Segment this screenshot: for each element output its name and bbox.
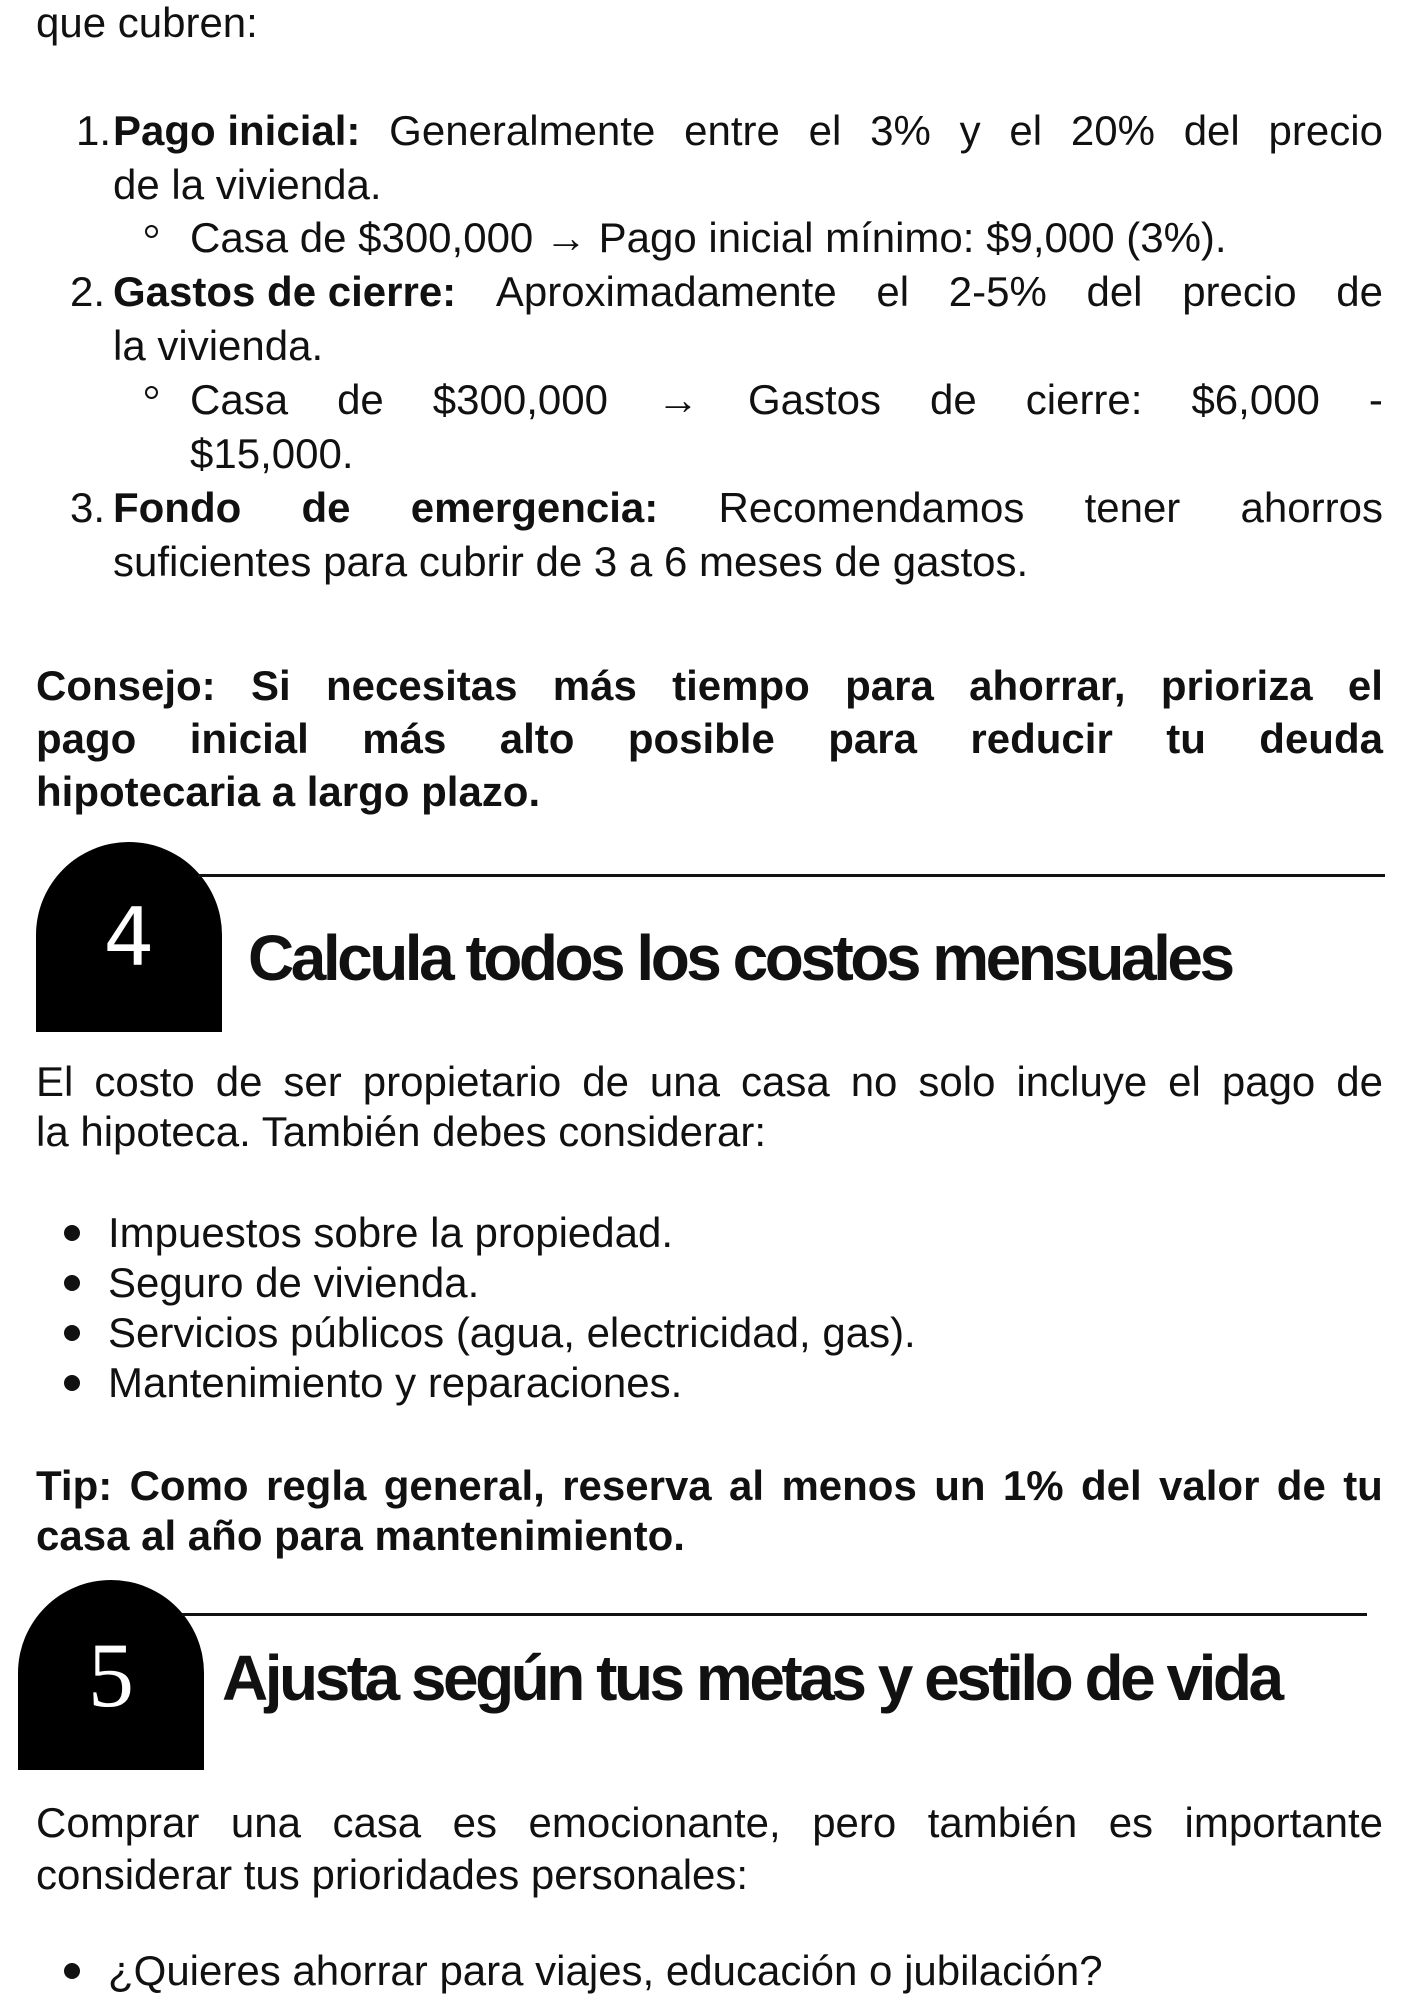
list-number-3: 3. <box>70 484 106 531</box>
section-4-intro-line1: El costo de ser propietario de una casa no solo incluye el pago de <box>36 1058 1383 1105</box>
section-5-intro-line1: Comprar una casa es emocionante, pero también es importante <box>36 1799 1383 1846</box>
sub-bullet-circle <box>145 386 158 399</box>
list-item: ¿Quieres ahorrar para viajes, educación o jubilación? <box>108 1947 1103 1994</box>
section-4-number: 4 <box>103 890 155 984</box>
section-4-tip-line2: casa al año para mantenimiento. <box>36 1512 685 1559</box>
list-item: Impuestos sobre la propiedad. <box>108 1209 674 1256</box>
section-5-rule <box>182 1613 1367 1616</box>
list-item-2-line2: la vivienda. <box>113 322 324 369</box>
list-item-1-sub: Casa de $300,000 → Pago inicial mínimo: $9,000 (3%). <box>190 214 1227 261</box>
list-item-2-line1: Gastos de cierre: Aproximadamente el 2-5% del precio de <box>113 268 1383 315</box>
list-number-2: 2. <box>70 268 106 315</box>
list-item-1-title: Pago inicial: <box>113 107 361 154</box>
bullet-dot <box>64 1375 80 1391</box>
consejo-line3: hipotecaria a largo plazo. <box>36 768 541 815</box>
list-item-2-sub-line2: $15,000. <box>190 430 354 477</box>
section-5-badge <box>18 1580 204 1770</box>
list-item-1-line1: Pago inicial: Generalmente entre el 3% y el 20% del precio <box>113 107 1383 154</box>
sub-bullet-circle <box>145 225 158 238</box>
section-5-number: 5 <box>88 1624 134 1726</box>
list-item-2-title: Gastos de cierre: <box>113 268 457 315</box>
list-item-3-line2: suficientes para cubrir de 3 a 6 meses de gastos. <box>113 538 1029 585</box>
section-5-intro-line2: considerar tus prioridades personales: <box>36 1851 749 1898</box>
section-4-intro-line2: la hipoteca. También debes considerar: <box>36 1108 767 1155</box>
bullet-dot <box>64 1963 80 1979</box>
section-4-rule <box>198 874 1385 877</box>
section-4-tip-line1: Tip: Como regla general, reserva al menos un 1% del valor de tu <box>36 1462 1383 1509</box>
section-5-title: Ajusta según tus metas y estilo de vida <box>222 1642 1281 1714</box>
list-number-1: 1. <box>76 107 112 154</box>
consejo-line1: Consejo: Si necesitas más tiempo para ahorrar, prioriza el <box>36 662 1383 709</box>
bullet-dot <box>64 1325 80 1341</box>
section-4-title: Calcula todos los costos mensuales <box>248 922 1232 994</box>
consejo-line2: pago inicial más alto posible para reducir tu deuda <box>36 715 1383 762</box>
intro-fragment: que cubren: <box>36 0 258 46</box>
bullet-dot <box>64 1225 80 1241</box>
list-item-3-line1: Fondo de emergencia: Recomendamos tener ahorros <box>113 484 1383 531</box>
list-item-1-line2: de la vivienda. <box>113 161 382 208</box>
section-4-badge <box>36 842 222 1032</box>
bullet-dot <box>64 1275 80 1291</box>
list-item: Seguro de vivienda. <box>108 1259 480 1306</box>
list-item: Mantenimiento y reparaciones. <box>108 1359 683 1406</box>
list-item: Servicios públicos (agua, electricidad, gas). <box>108 1309 916 1356</box>
list-item-2-sub-line1: Casa de $300,000 → Gastos de cierre: $6,000 - <box>190 376 1383 423</box>
